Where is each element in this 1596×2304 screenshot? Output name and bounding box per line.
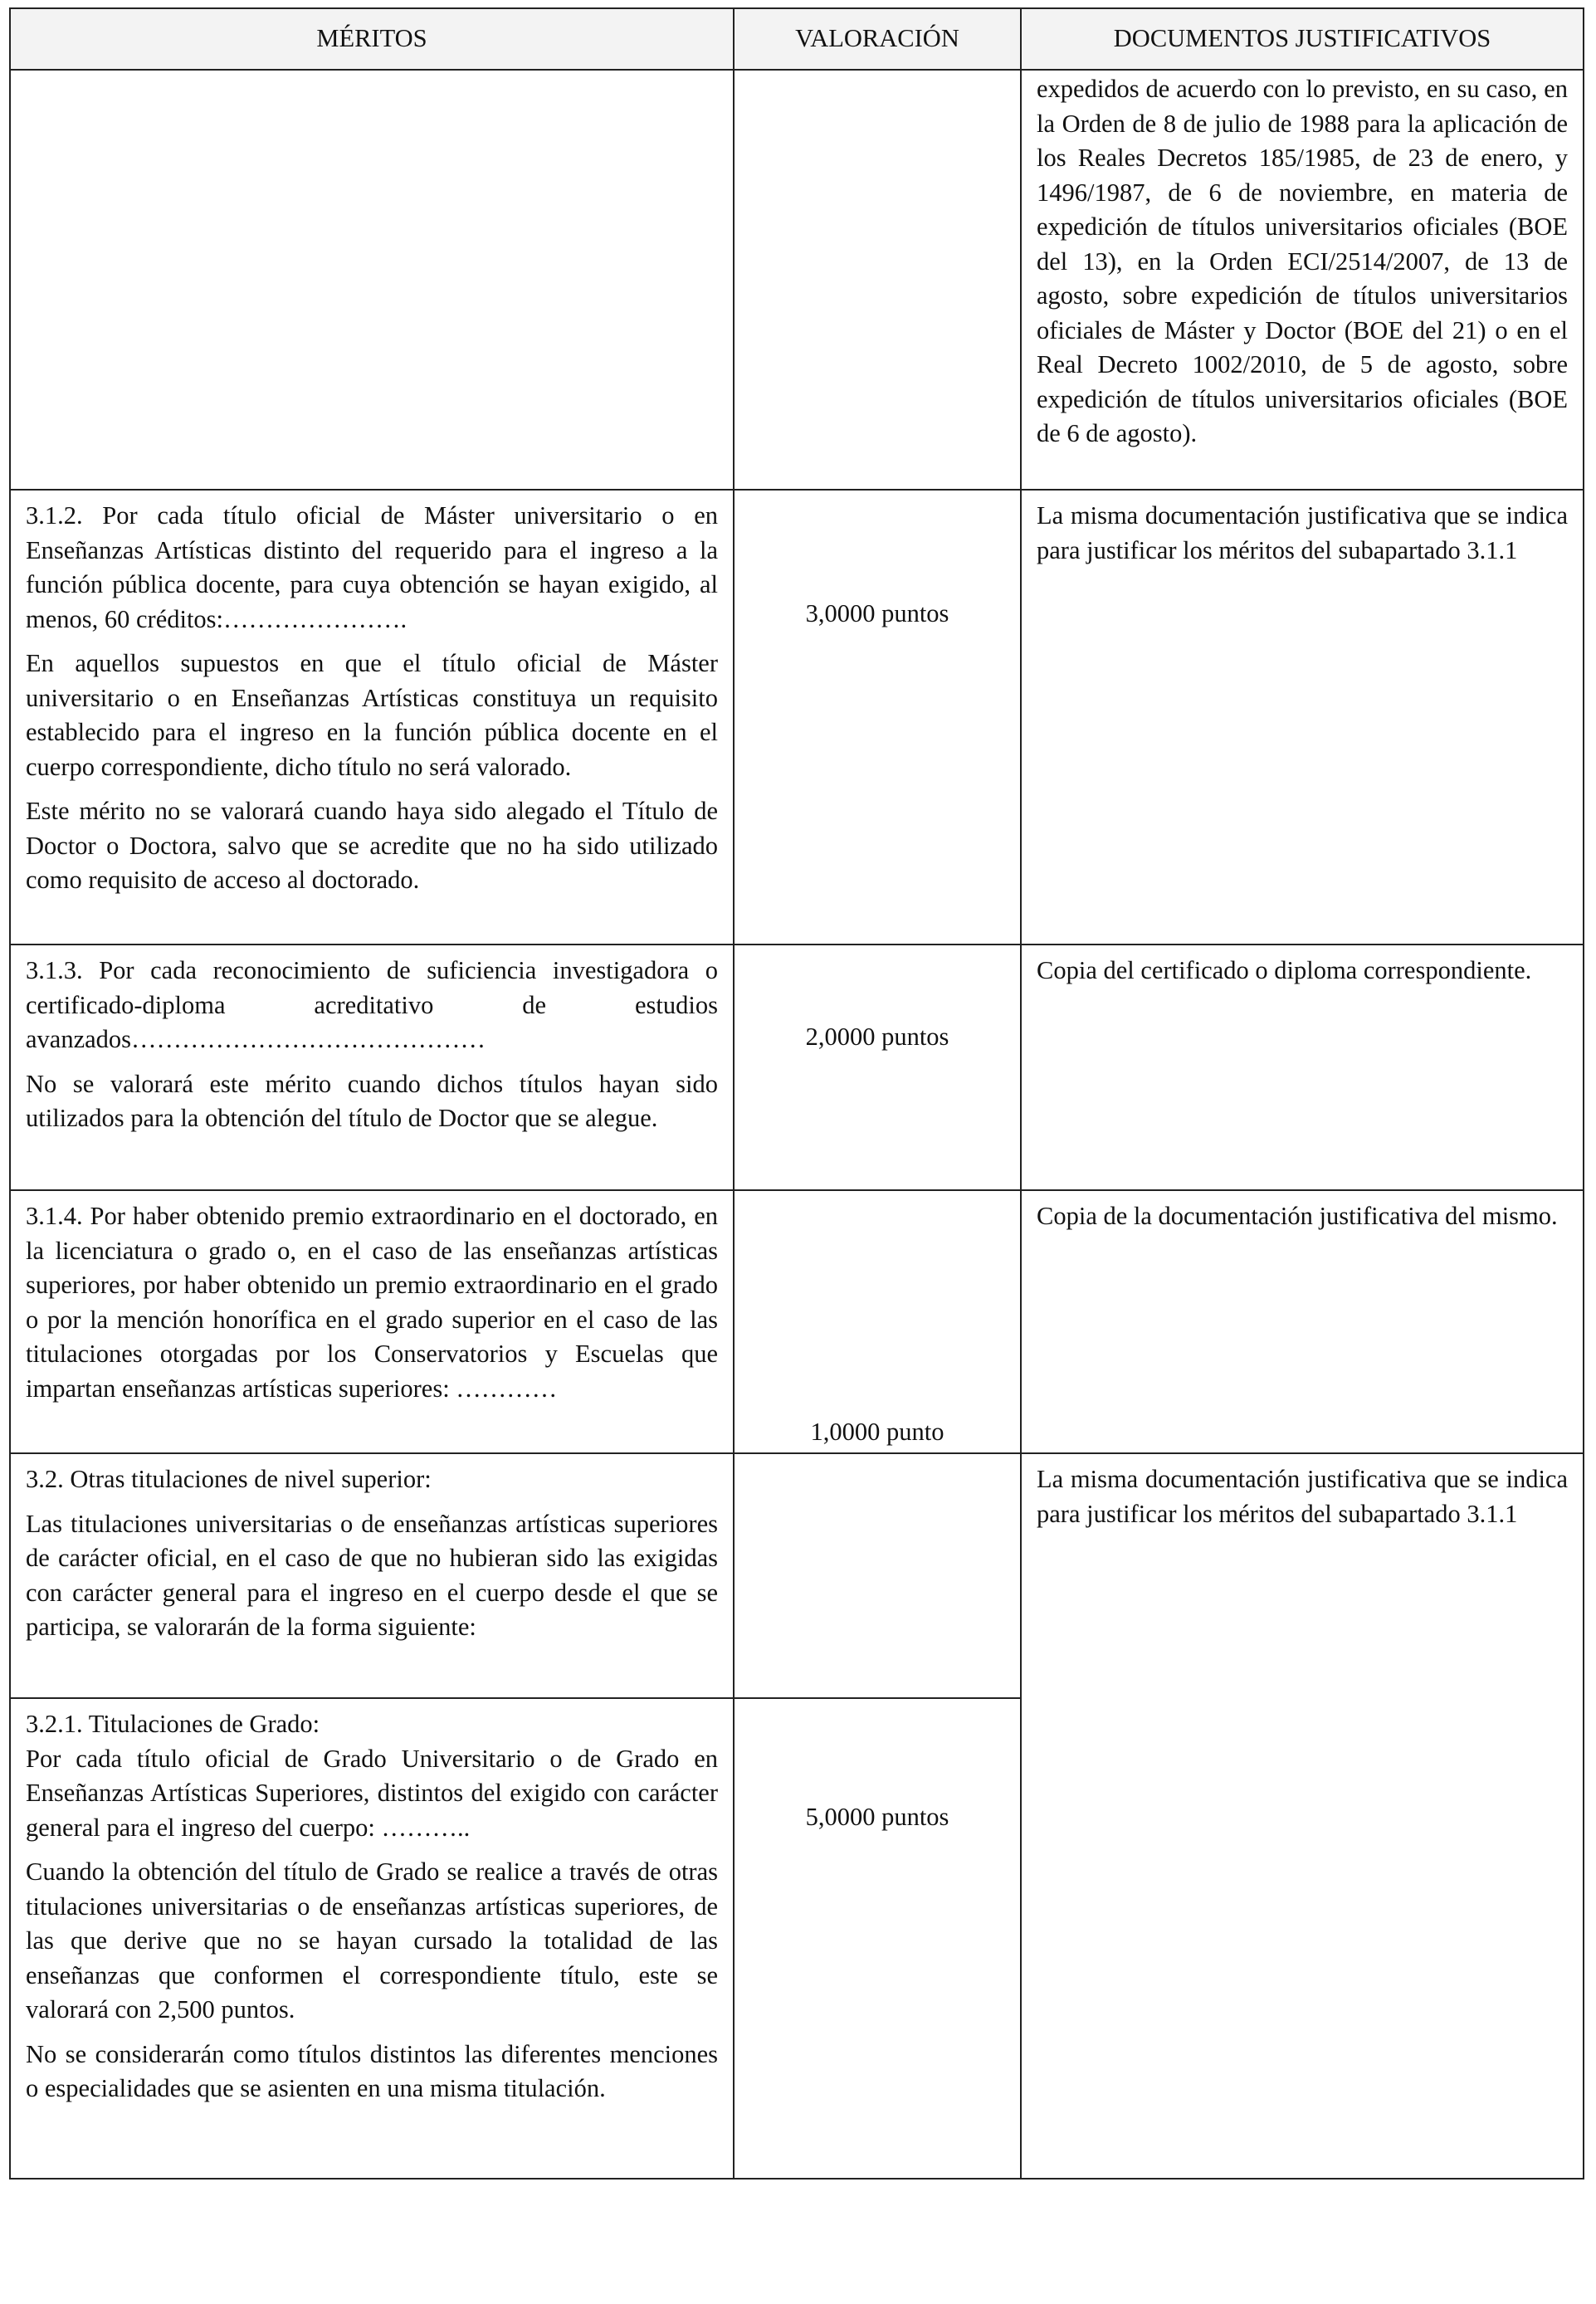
valoracion-text: 3,0000 puntos	[805, 599, 949, 627]
documentos-text: La misma documentación justificativa que se indica para justificar los méritos del subapartado 3.1.1	[1037, 1465, 1568, 1528]
meritos-table	[9, 7, 1584, 2180]
meritos-text: Por cada título oficial de Grado Universitario o de Grado en Enseñanzas Artísticas Superiores, distintos del exigido con carácter general para el ingreso del cuerpo: ………..	[26, 1744, 718, 1842]
valoracion-cell	[734, 490, 1021, 945]
table-row	[10, 945, 1584, 1190]
meritos-cell	[10, 1190, 734, 1453]
meritos-text: Este mérito no se valorará cuando haya sido alegado el Título de Doctor o Doctora, salvo que se acredite que no ha sido utilizado como requisito de acceso al doctorado.	[26, 797, 718, 894]
header-meritos: MÉRITOS	[10, 8, 734, 70]
meritos-text: No se considerarán como títulos distintos las diferentes menciones o especialidades que se asienten en una misma titulación.	[26, 2039, 718, 2102]
meritos-cell	[10, 1698, 734, 2179]
meritos-cell	[10, 1453, 734, 1698]
valoracion-text: 2,0000 puntos	[805, 1023, 949, 1051]
valoracion-cell	[734, 1698, 1021, 2179]
meritos-cell	[10, 70, 734, 490]
meritos-text: 3.2.1. Titulaciones de Grado:	[26, 1710, 320, 1738]
meritos-text: 3.2. Otras titulaciones de nivel superior:	[26, 1465, 432, 1493]
meritos-cell	[10, 490, 734, 945]
valoracion-cell	[734, 1453, 1021, 1698]
documentos-cell	[1021, 1453, 1584, 2179]
table-row	[10, 1190, 1584, 1453]
documentos-text: expedidos de acuerdo con lo previsto, en su caso, en la Orden de 8 de julio de 1988 para la aplicación de los Reales Decretos 185/1985, de 23 de enero, y 1496/1987, de 6 de noviembre, en materia de expedición de títulos universitarios oficiales (BOE del 13), en la Orden ECI/2514/2007, de 13 de agosto, sobre expedición de títulos universitarios oficiales de Máster y Doctor (BOE del 21) o en el Real Decreto 1002/2010, de 5 de agosto, sobre expedición de títulos universitarios oficiales (BOE de 6 de agosto).	[1037, 75, 1568, 447]
documentos-text: Copia de la documentación justificativa del mismo.	[1037, 1202, 1558, 1230]
meritos-text: No se valorará este mérito cuando dichos títulos hayan sido utilizados para la obtención del título de Doctor que se alegue.	[26, 1069, 718, 1132]
header-valoracion: VALORACIÓN	[734, 8, 1021, 70]
table-row	[10, 490, 1584, 945]
meritos-text: En aquellos supuestos en que el título oficial de Máster universitario o en Enseñanzas Artísticas constituya un requisito establecido para el ingreso en la función pública docente en el cuerpo correspondiente, dicho título no será valorado.	[26, 649, 718, 781]
valoracion-cell	[734, 945, 1021, 1190]
meritos-text: 3.1.3. Por cada reconocimiento de suficiencia investigadora o certificado-diploma acreditativo de estudios avanzados……………………………………	[26, 956, 718, 1053]
header-documentos: DOCUMENTOS JUSTIFICATIVOS	[1021, 8, 1584, 70]
valoracion-text: 1,0000 punto	[810, 1417, 944, 1446]
table-row	[10, 70, 1584, 490]
documentos-cell	[1021, 70, 1584, 490]
valoracion-cell	[734, 1190, 1021, 1453]
meritos-text: 3.1.4. Por haber obtenido premio extraordinario en el doctorado, en la licenciatura o grado o, en el caso de las enseñanzas artísticas superiores, por haber obtenido un premio extraordinario en el grado o por la mención honorífica en el grado superior en el caso de las titulaciones otorgadas por los Conservatorios y Escuelas que impartan enseñanzas artísticas superiores: …………	[26, 1202, 718, 1403]
documentos-cell	[1021, 490, 1584, 945]
meritos-cell	[10, 945, 734, 1190]
documentos-cell	[1021, 945, 1584, 1190]
header-row	[10, 8, 1584, 70]
documentos-text: Copia del certificado o diploma correspondiente.	[1037, 956, 1532, 984]
meritos-text: 3.1.2. Por cada título oficial de Máster universitario o en Enseñanzas Artísticas distinto del requerido para el ingreso a la función pública docente, para cuya obtención se hayan exigido, al menos, 60 créditos:………………….	[26, 501, 718, 633]
documentos-text: La misma documentación justificativa que se indica para justificar los méritos del subapartado 3.1.1	[1037, 501, 1568, 564]
valoracion-text: 5,0000 puntos	[805, 1803, 949, 1831]
meritos-text: Cuando la obtención del título de Grado se realice a través de otras titulaciones universitarias o de enseñanzas artísticas superiores, de las que derive que no se hayan cursado la totalidad de las enseñanzas que conformen el correspondiente título, este se valorará con 2,500 puntos.	[26, 1857, 718, 2023]
table-row	[10, 1453, 1584, 1698]
valoracion-cell	[734, 70, 1021, 490]
meritos-text: Las titulaciones universitarias o de enseñanzas artísticas superiores de carácter oficial, en el caso de que no hubieran sido las exigidas con carácter general para el ingreso en el cuerpo desde el que se participa, se valorarán de la forma siguiente:	[26, 1509, 718, 1641]
documentos-cell	[1021, 1190, 1584, 1453]
